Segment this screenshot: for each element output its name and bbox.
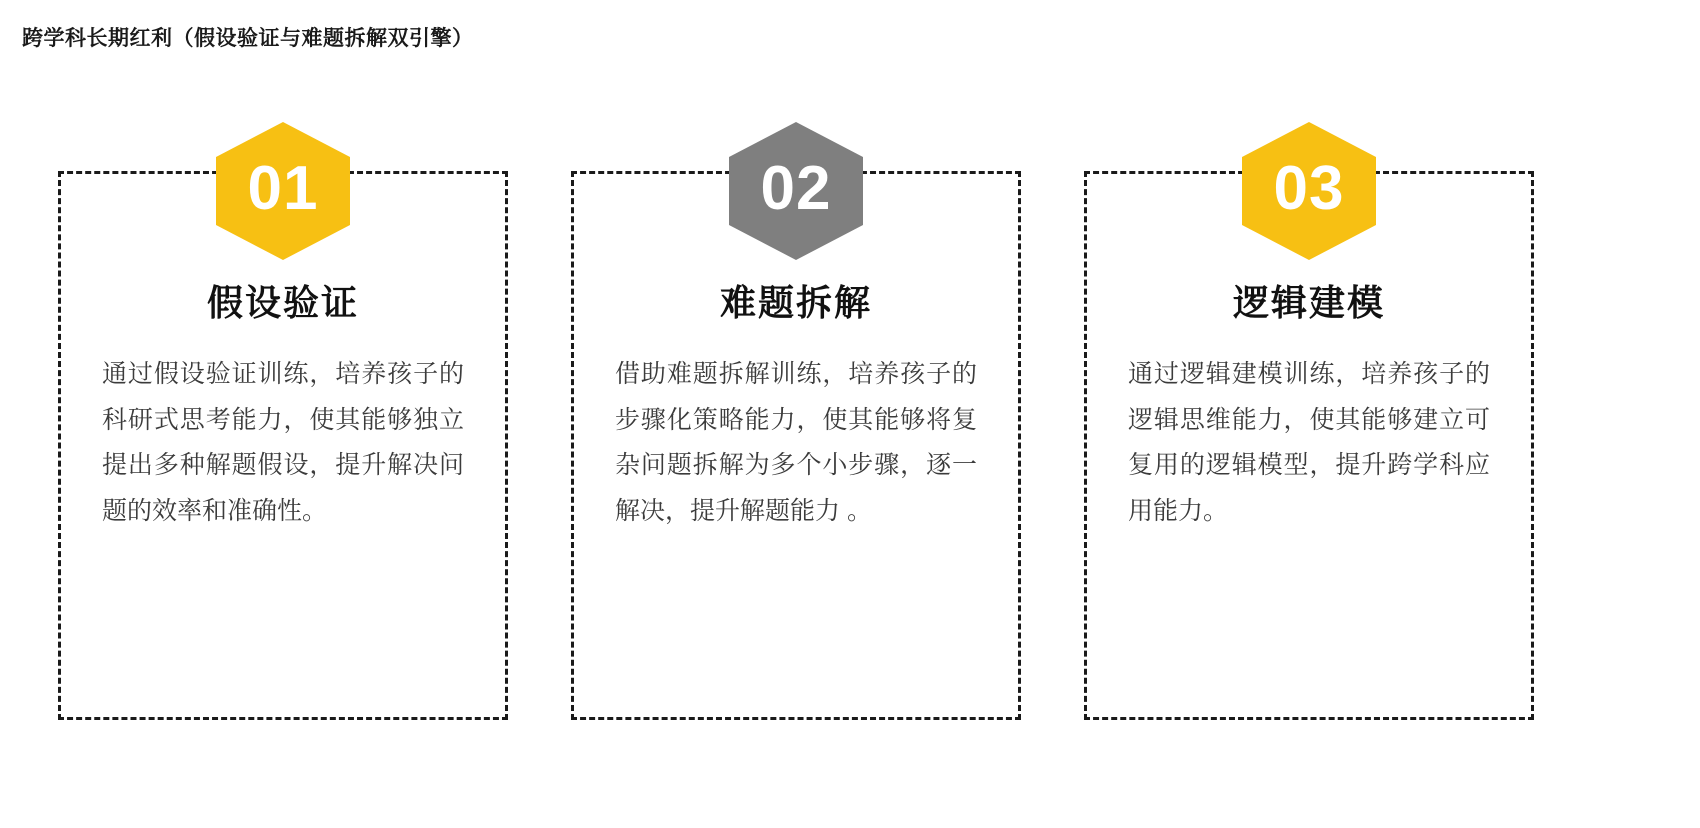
card-body-text: 借助难题拆解训练，培养孩子的步骤化策略能力，使其能够将复杂问题拆解为多个小步骤，逐一解决，提升解题能力 。 xyxy=(615,360,977,525)
concept-card xyxy=(58,120,508,720)
card-number: 01 xyxy=(247,154,319,223)
hexagon-badge-02 xyxy=(725,120,867,262)
card-number: 02 xyxy=(760,154,832,223)
card-body-text: 通过逻辑建模训练，培养孩子的逻辑思维能力，使其能够建立可复用的逻辑模型，提升跨学科应用能力。 xyxy=(1128,360,1490,525)
concept-card xyxy=(1084,120,1534,720)
card-body-text: 通过假设验证训练，培养孩子的科研式思考能力，使其能够独立提出多种解题假设，提升解决问题的效率和准确性。 xyxy=(102,360,464,525)
card-row xyxy=(0,120,1700,720)
card-heading: 假设验证 xyxy=(206,282,359,323)
concept-card xyxy=(571,120,1021,720)
slide-title: 跨学科长期红利（假设验证与难题拆解双引擎） xyxy=(22,27,474,50)
card-heading: 逻辑建模 xyxy=(1232,282,1385,323)
hexagon-badge-01 xyxy=(212,120,354,262)
hexagon-badge-03 xyxy=(1238,120,1380,262)
card-number: 03 xyxy=(1273,154,1345,223)
card-heading: 难题拆解 xyxy=(719,282,872,323)
